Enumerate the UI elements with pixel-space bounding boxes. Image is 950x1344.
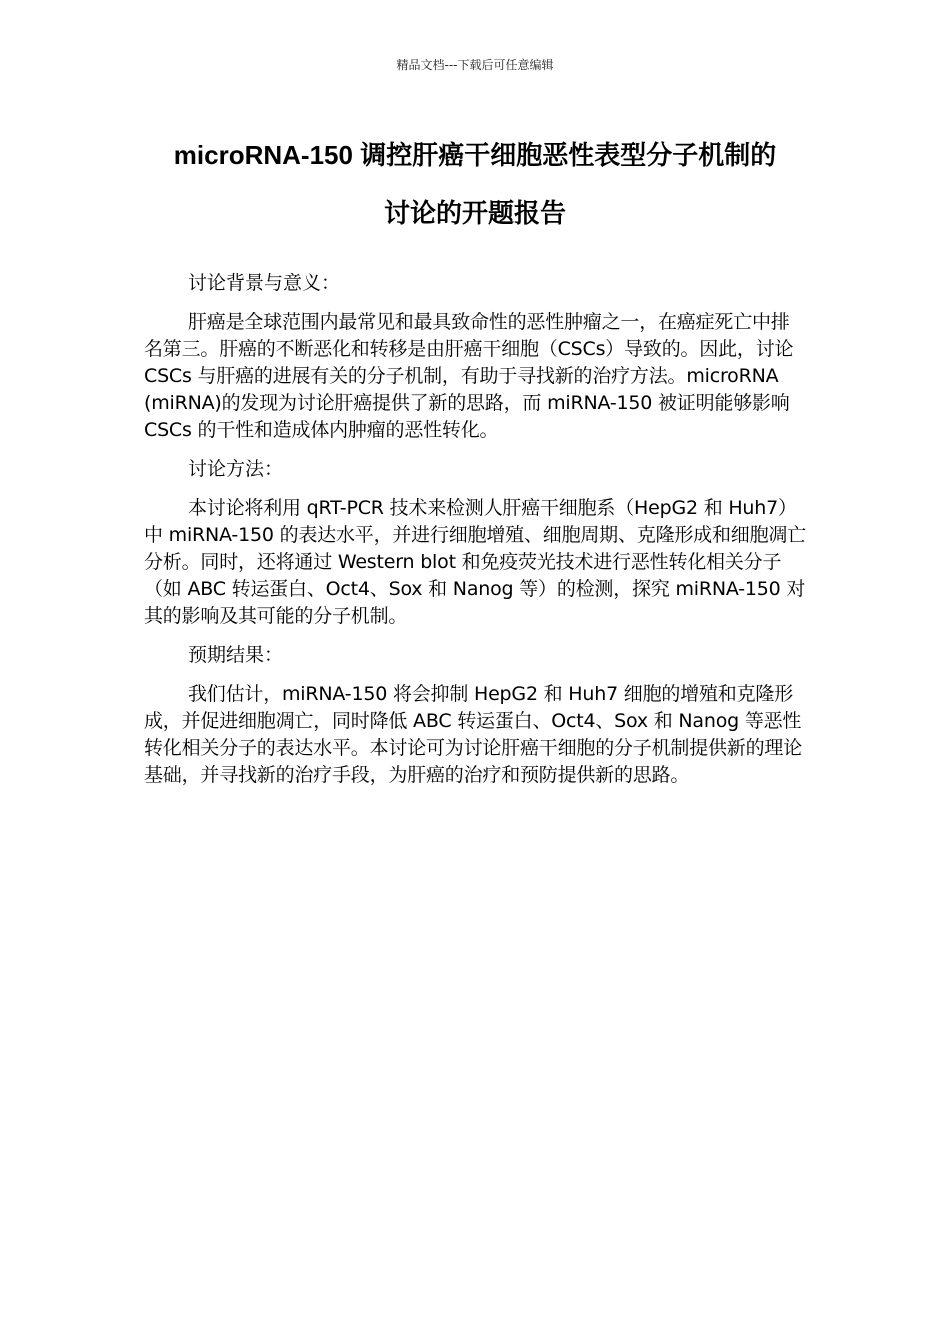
section-body-expected-results: 我们估计，miRNA-150 将会抑制 HepG2 和 Huh7 细胞的增殖和克隆形成，并促进细胞凋亡，同时降低 ABC 转运蛋白、Oct4、Sox 和 Nanog 等恶性转化相关分子的表达水平。本讨论可为讨论肝癌干细胞的分子机制提供新的理论基础，并寻找新的治疗手段，为肝癌的治疗和预防提供新的思路。 [144, 683, 803, 786]
section-body-background: 肝癌是全球范围内最常见和最具致命性的恶性肿瘤之一，在癌症死亡中排名第三。肝癌的不断恶化和转移是由肝癌干细胞（CSCs）导致的。因此，讨论 CSCs 与肝癌的进展有关的分子机制，有助于寻找新的治疗方法。microRNA (miRNA)的发现为讨论肝癌提供了新的思路，而 miRNA-150 被证明能够影响 CSCs 的干性和造成体内肿瘤的恶性转化。 [144, 311, 794, 441]
document-body [144, 270, 808, 801]
section-heading-expected-results: 预期结果： [188, 644, 284, 666]
document-title-line-2: 讨论的开题报告 [383, 198, 566, 228]
section-body-methods: 本讨论将利用 qRT-PCR 技术来检测人肝癌干细胞系（HepG2 和 Huh7）中 miRNA-150 的表达水平，并进行细胞增殖、细胞周期、克隆形成和细胞凋亡分析。同时，还将通过 Western blot 和免疫荧光技术进行恶性转化相关分子（如 ABC 转运蛋白、Oct4、Sox 和 Nanog 等）的检测，探究 miRNA-150 对其的影响及其可能的分子机制。 [144, 497, 806, 627]
document-title-line-1: microRNA-150 调控肝癌干细胞恶性表型分子机制的 [173, 140, 777, 170]
section-heading-background: 讨论背景与意义： [188, 272, 341, 294]
page-header: 精品文档---下载后可任意编辑 [396, 58, 554, 72]
section-heading-methods: 讨论方法： [188, 458, 284, 480]
